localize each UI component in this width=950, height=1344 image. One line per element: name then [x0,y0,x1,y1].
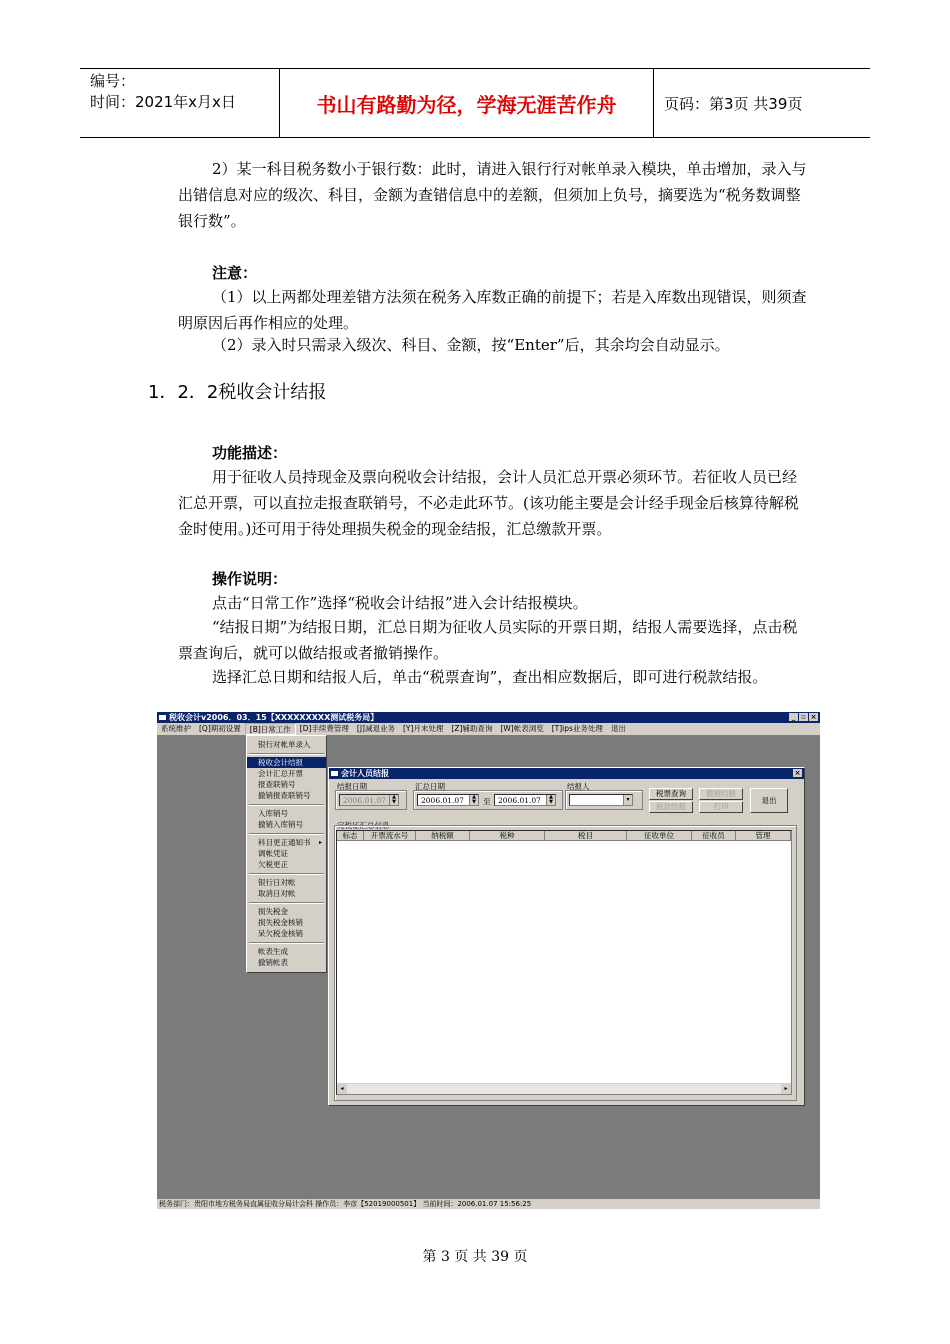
dialog-title: 会计人员结报 [341,769,389,778]
dd-bank-daily[interactable]: 银行日对帐 [258,878,296,887]
op-1: 点击“日常工作”选择“税收会计结报”进入会计结报模块。 [212,594,588,612]
paragraph-1: 2）某一科目税务数小于银行数：此时，请进入银行行对帐单录入模块，单击增加，录入与出错信息对应的级次、科目，金额为查错信息中的差额，但须加上负号，摘要选为“税务数调整银行数”。 [178,160,807,230]
col-tax-amount[interactable]: 纳税额 [416,831,470,841]
exit-button[interactable]: 退出 [750,788,788,813]
dialog-titlebar [329,768,804,779]
col-unit[interactable]: 征收单位 [627,831,692,841]
dialog-close-icon[interactable]: × [794,769,801,777]
menu-refund[interactable]: [J]减退业务 [356,724,395,733]
dd-summary-invoice[interactable]: 会计汇总开票 [258,769,303,778]
summary-date-to[interactable]: 2006.01.07 ▲ ▼ [494,794,556,806]
func-title: 功能描述： [212,444,288,462]
spin-icon[interactable]: ▲ ▼ [546,795,555,805]
dd-subject-correction[interactable]: 科目更正通知书 [258,838,311,847]
dialog-icon [331,771,338,776]
settlement-date-field: 2006.01.07 ▲ ▼ [339,794,399,806]
dd-undo-reports[interactable]: 撤销帐表 [258,958,288,967]
grid-header [337,831,791,841]
col-tax-item[interactable]: 税目 [545,831,627,841]
dd-undo-storage-cancel[interactable]: 撤销入库销号 [258,820,303,829]
col-collector[interactable]: 征收员 [692,831,736,841]
menu-tips[interactable]: [T]ips业务处理 [551,724,603,733]
app-icon [159,715,166,720]
op-title: 操作说明： [212,570,288,588]
print-button[interactable]: 打印 [699,801,743,813]
summary-date-label: 汇总日期 [415,782,445,791]
dd-separator [249,753,324,755]
func-text: 用于征收人员持现金及票向税收会计结报，会计人员汇总开票必须环节。若征收人员已经汇总开票，可以直拉走报查联销号，不必走此环节。(该功能主要是会计经手现金后核算待解税金时使用。)还可用于待处理损失税金的现金结报，汇总缴款开票。 [178,468,799,538]
settler-select[interactable] [569,794,633,806]
window-controls [789,713,818,721]
settlement-dialog [328,767,805,1106]
note-1: （1）以上两都处理差错方法须在税务入库数正确的前提下；若是入库数出现错误，则须查明原因后再作相应的处理。 [178,288,807,332]
dd-separator [249,804,324,806]
dd-separator [249,902,324,904]
col-tax-type[interactable]: 税种 [470,831,545,841]
spin-icon[interactable]: ▲ ▼ [469,795,478,805]
op-2: “结报日期”为结报日期，汇总日期为征收人员实际的开票日期，结报人需要选择，点击税票查询后，就可以做结报或者撤销操作。 [178,618,798,662]
dd-loss-tax-writeoff[interactable]: 损失税金核销 [258,918,303,927]
menu-initial[interactable]: [Q]期初设置 [199,724,241,733]
time-label: 时间：2021年x月x日 [90,93,236,111]
maximize-icon[interactable]: ▫ [799,713,808,721]
to-label: 至 [483,797,491,806]
scroll-right-icon[interactable]: ▸ [781,1084,791,1094]
menu-system[interactable]: 系统维护 [161,724,191,733]
header-meta [80,69,280,137]
daily-work-dropdown [246,735,327,973]
settlement-date-label: 结报日期 [337,782,367,791]
page-footer: 第 3 页 共 39 页 [422,1249,528,1265]
chevron-down-icon[interactable]: ▾ [623,795,632,805]
dd-tax-settlement[interactable]: 税收会计结报 [247,757,326,768]
page-header [80,68,870,138]
col-serial[interactable]: 开票流水号 [364,831,416,841]
dd-arrears-correction[interactable]: 欠税更正 [258,860,288,869]
motto: 书山有路勤为径，学海无涯苦作舟 [280,69,654,137]
dd-undo-report-cancel[interactable]: 撤销报查联销号 [258,791,311,800]
settler-label: 结报人 [567,782,590,791]
status-bar: 税务部门：贵阳市地方税务局直属征收分局计会科 操作员：李彦【52019000501】 当前时间：2006.01.07 15:56:25 [157,1199,820,1209]
col-manage[interactable]: 管理 [736,831,791,841]
section-title: 1．2．2税收会计结报 [148,382,327,403]
dd-report-cancel[interactable]: 报查联销号 [258,780,296,789]
op-3: 选择汇总日期和结报人后，单击“税票查询”，查出相应数据后，即可进行税款结报。 [212,668,768,686]
close-icon[interactable]: × [810,713,817,721]
cancel-settle-button[interactable]: 撤销结报 [699,788,743,800]
menu-query[interactable]: [Z]辅助查询 [451,724,493,733]
summary-grid [336,830,792,1095]
tax-query-button[interactable]: 税票查询 [649,788,693,800]
menu-bar [157,723,820,735]
tax-settle-button[interactable]: 税款结报 [649,801,693,813]
dd-generate-reports[interactable]: 帐表生成 [258,947,288,956]
app-screenshot [157,712,820,1209]
note-2: （2）录入时只需录入级次、科目、金额，按“Enter”后，其余均会自动显示。 [212,336,730,354]
dd-storage-cancel[interactable]: 入库销号 [258,809,288,818]
dd-cancel-daily[interactable]: 取消日对帐 [258,889,296,898]
app-title: 税收会计v2006．03．15【XXXXXXXXX测试税务局】 [169,713,379,722]
dd-bad-debt-writeoff[interactable]: 呆欠税金核销 [258,929,303,938]
note-title: 注意： [212,264,258,282]
summary-date-from[interactable]: 2006.01.07 ▲ ▼ [417,794,479,806]
app-titlebar [157,712,820,723]
number-label: 编号： [90,72,136,90]
dd-separator [249,833,324,835]
grid-label: 完税证汇总信息 [337,821,390,830]
dd-separator [249,873,324,875]
horizontal-scrollbar[interactable] [337,1083,791,1094]
dd-loss-tax[interactable]: 损失税金 [258,907,288,916]
menu-daily-work[interactable]: [B]日常工作 [245,723,296,735]
page-info: 页码：第3页 共39页 [664,94,803,113]
col-flag[interactable]: 标志 [337,831,364,841]
minimize-icon[interactable]: _ [789,713,798,721]
spin-icon: ▲ ▼ [389,795,398,805]
menu-exit[interactable]: 退出 [610,724,626,733]
dd-separator [249,942,324,944]
menu-monthend[interactable]: [Y]月末处理 [402,724,444,733]
scroll-left-icon[interactable]: ◂ [337,1084,347,1094]
submenu-arrow-icon: ▸ [319,839,323,846]
dd-bank-statement[interactable]: 银行对帐单录入 [258,740,311,749]
menu-fees[interactable]: [D]手续费管理 [299,724,349,733]
dd-adjust-voucher[interactable]: 调帐凭证 [258,849,288,858]
menu-reports[interactable]: [W]帐表浏览 [500,724,544,733]
